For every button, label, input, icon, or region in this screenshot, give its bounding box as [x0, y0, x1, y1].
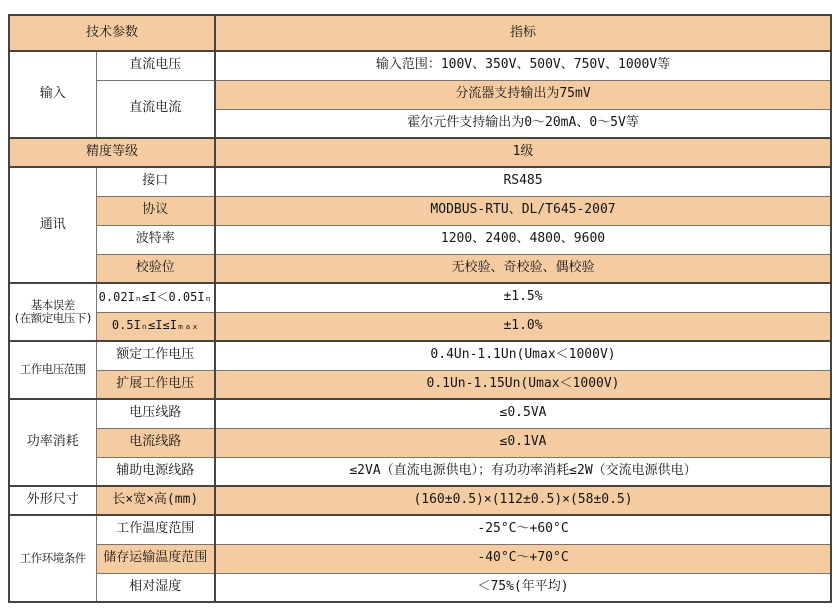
- header-row: [9, 15, 831, 51]
- group-cell-comm: 通讯: [9, 167, 96, 283]
- value-cell-voltage-circuit: ≤0.5VA: [215, 399, 831, 428]
- label-cell-voltage-circuit: 电压线路: [96, 399, 215, 428]
- label-cell-size: 长×宽×高(mm): [96, 486, 215, 515]
- row-basic-error-low: [9, 283, 831, 312]
- label-cell-aux-circuit: 辅助电源线路: [96, 457, 215, 486]
- row-basic-error-high: [9, 312, 831, 341]
- row-power-voltage-circuit: [9, 399, 831, 428]
- value-cell-size: (160±0.5)×(112±0.5)×(58±0.5): [215, 486, 831, 515]
- group-cell-voltage-range: 工作电压范围: [9, 341, 96, 399]
- value-cell-rated-voltage: 0.4Un-1.1Un(Umax＜1000V): [215, 341, 831, 370]
- header-indicator-cell: 指标: [215, 15, 831, 51]
- value-cell-shunt: 分流器支持输出为75mV: [215, 80, 831, 109]
- label-cell-storage-temp: 储存运输温度范围: [96, 544, 215, 573]
- row-extended-voltage: [9, 370, 831, 399]
- row-comm-protocol: [9, 196, 831, 225]
- row-storage-temp: [9, 544, 831, 573]
- value-cell-humidity: ＜75%(年平均): [215, 573, 831, 602]
- label-cell-accuracy: 精度等级: [9, 138, 215, 167]
- value-cell-hall: 霍尔元件支持输出为0～20mA、0～5V等: [215, 109, 831, 138]
- group-cell-power: 功率消耗: [9, 399, 96, 486]
- row-dc-voltage: [9, 51, 831, 80]
- value-cell-storage-temp: -40°C～+70°C: [215, 544, 831, 573]
- label-cell-work-temp: 工作温度范围: [96, 515, 215, 544]
- label-cell-current-circuit: 电流线路: [96, 428, 215, 457]
- label-cell-dc-voltage: 直流电压: [96, 51, 215, 80]
- value-cell-baud: 1200、2400、4800、9600: [215, 225, 831, 254]
- row-power-current-circuit: [9, 428, 831, 457]
- row-power-aux-circuit: [9, 457, 831, 486]
- value-cell-parity: 无校验、奇校验、偶校验: [215, 254, 831, 283]
- value-cell-protocol: MODBUS-RTU、DL/T645-2007: [215, 196, 831, 225]
- basic-error-label-line2: (在额定电压下): [13, 311, 93, 325]
- row-dc-current-shunt: [9, 80, 831, 109]
- label-cell-error-low-range: 0.02Iₙ≤I＜0.05Iₙ: [96, 283, 215, 312]
- value-cell-current-circuit: ≤0.1VA: [215, 428, 831, 457]
- label-cell-humidity: 相对湿度: [96, 573, 215, 602]
- label-cell-parity: 校验位: [96, 254, 215, 283]
- spec-table: [8, 14, 832, 603]
- value-cell-interface: RS485: [215, 167, 831, 196]
- group-cell-input: 输入: [9, 51, 96, 138]
- value-cell-aux-circuit: ≤2VA（直流电源供电）；有功功率消耗≤2W（交流电源供电）: [215, 457, 831, 486]
- label-cell-error-high-range: 0.5Iₙ≤I≤Iₘₐₓ: [96, 312, 215, 341]
- group-cell-environment: 工作环境条件: [9, 515, 96, 602]
- value-cell-dc-voltage: 输入范围：100V、350V、500V、750V、1000V等: [215, 51, 831, 80]
- label-cell-protocol: 协议: [96, 196, 215, 225]
- value-cell-extended-voltage: 0.1Un-1.15Un(Umax＜1000V): [215, 370, 831, 399]
- value-cell-work-temp: -25°C～+60°C: [215, 515, 831, 544]
- row-work-temp: [9, 515, 831, 544]
- label-cell-interface: 接口: [96, 167, 215, 196]
- header-tech-params-cell: 技术参数: [9, 15, 215, 51]
- value-cell-error-high-range: ±1.0%: [215, 312, 831, 341]
- label-cell-baud: 波特率: [96, 225, 215, 254]
- row-dimensions: [9, 486, 831, 515]
- basic-error-label-line1: 基本误差: [30, 297, 75, 312]
- group-cell-dimensions: 外形尺寸: [9, 486, 96, 515]
- group-cell-basic-error: [9, 283, 96, 341]
- row-humidity: [9, 573, 831, 602]
- label-cell-extended-voltage: 扩展工作电压: [96, 370, 215, 399]
- row-accuracy: [9, 138, 831, 167]
- row-comm-interface: [9, 167, 831, 196]
- label-cell-rated-voltage: 额定工作电压: [96, 341, 215, 370]
- row-comm-baud: [9, 225, 831, 254]
- label-cell-dc-current: 直流电流: [96, 80, 215, 138]
- value-cell-error-low-range: ±1.5%: [215, 283, 831, 312]
- row-rated-voltage: [9, 341, 831, 370]
- row-comm-parity: [9, 254, 831, 283]
- value-cell-accuracy: 1级: [215, 138, 831, 167]
